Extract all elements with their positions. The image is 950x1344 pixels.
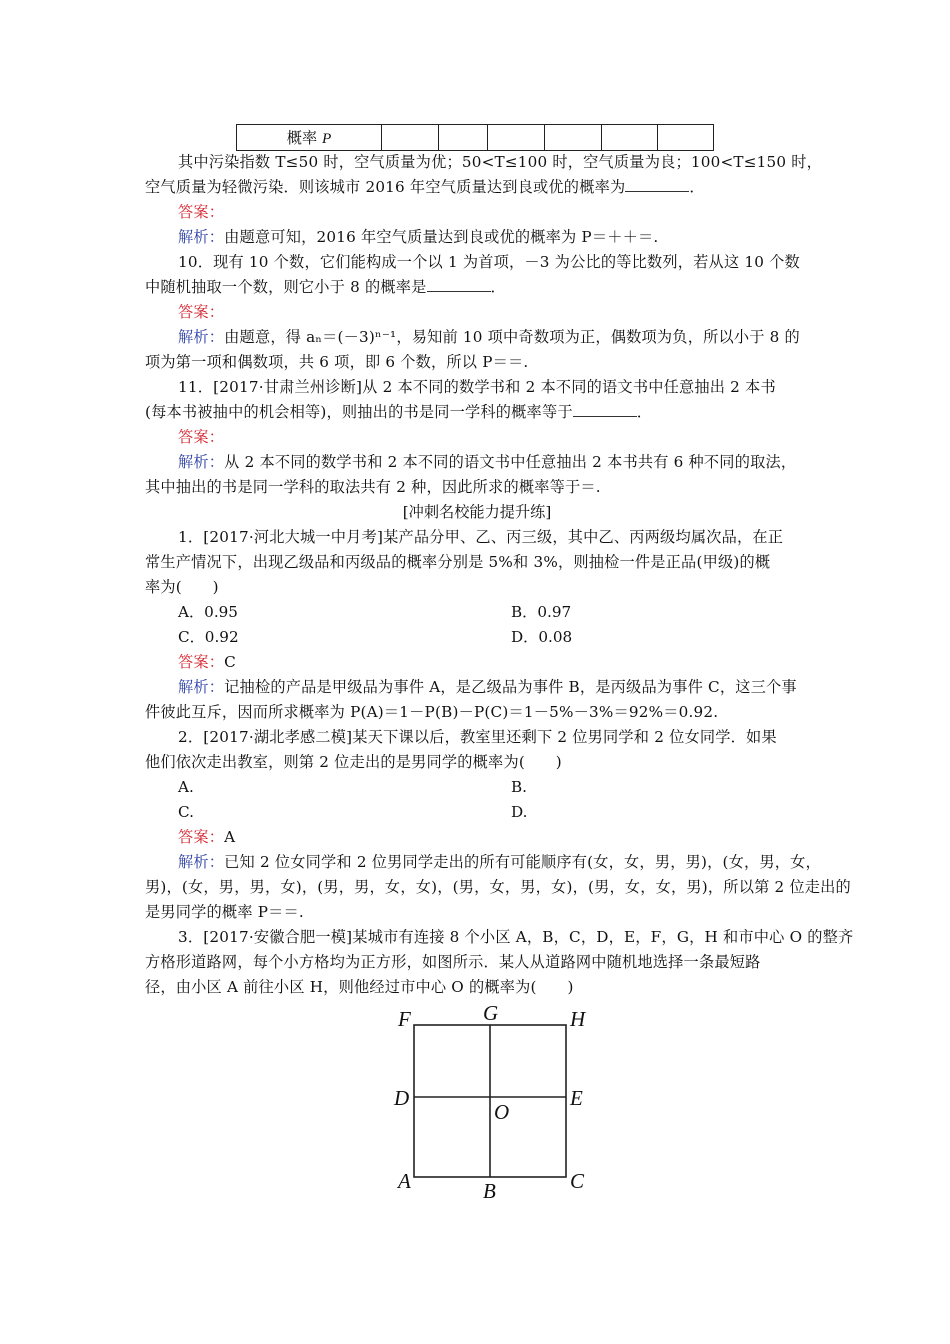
q11-solution-line2: 其中抽出的书是同一学科的取法共有 2 种，因此所求的概率等于＝. [145,478,601,496]
answer-label: 答案： [178,653,225,671]
label-f: F [398,1007,411,1031]
q9-line1: 其中污染指数 T≤50 时，空气质量为优；50<T≤100 时，空气质量为良；100<T≤150 时， [178,153,823,171]
p1-option-c: C．0.92 [178,628,239,646]
p2-line2: 他们依次走出教室，则第 2 位走出的是男同学的概率为( ) [145,753,562,771]
table-row [237,125,714,151]
answer-blank [427,277,491,292]
q11-line2-end: ． [636,403,653,421]
table-cell [545,125,602,151]
table-cell [439,125,488,151]
label-b: B [483,1179,496,1203]
p2-option-d: D. [511,803,528,821]
label-d: D [394,1086,410,1110]
answer-blank [573,402,637,417]
solution-label: 解析： [178,853,225,871]
p2-solution-line3: 是男同学的概率 P＝＝. [145,903,304,921]
answer-value: C [224,653,236,671]
label-e: E [570,1086,583,1110]
label-a: A [398,1169,411,1193]
label-h: H [570,1007,586,1031]
table-cell [602,125,658,151]
p2-option-b: B. [511,778,527,796]
q11-line1: 11．[2017·甘肃兰州诊断]从 2 本不同的数学书和 2 本不同的语文书中任意抽出 2 本书 [178,378,776,396]
p3-line3: 径，由小区 A 前往小区 H，则他经过市中心 O 的概率为( ) [145,978,574,996]
table-cell [488,125,545,151]
q11-line2 [145,402,652,422]
road-grid-figure [380,995,600,1205]
solution-label: 解析： [178,678,225,696]
table-cell-label [237,125,382,151]
p1-answer [178,652,236,672]
p3-line1: 3．[2017·安徽合肥一模]某城市有连接 8 个小区 A，B，C，D，E，F，G，H 和市中心 O 的整齐 [178,928,854,946]
q9-solution [178,227,658,247]
answer-blank [625,177,689,192]
label-o: O [494,1100,510,1124]
answer-label: 答案： [178,828,225,846]
cell-text: 概率 [286,129,322,147]
q9-line2-text: 空气质量为轻微污染．则该城市 2016 年空气质量达到良或优的概率为 [145,178,626,196]
p2-answer [178,827,235,847]
q10-line1: 10．现有 10 个数，它们能构成一个以 1 为首项，－3 为公比的等比数列，若从这 10 个数 [178,253,800,271]
p1-solution-line2: 件彼此互斥，因而所求概率为 P(A)＝1－P(B)－P(C)＝1－5%－3%＝92%＝0.92. [145,703,719,721]
answer-label: 答案： [178,428,225,446]
q11-line2-text: (每本书被抽中的机会相等)，则抽出的书是同一学科的概率等于 [145,403,573,421]
answer-label: 答案： [178,203,225,221]
solution-text: 已知 2 位女同学和 2 位男同学走出的所有可能顺序有(女，女，男，男)，(女，男，女， [224,853,821,871]
p1-option-d: D．0.08 [511,628,573,646]
p2-option-a: A. [178,778,194,796]
p1-option-b: B．0.97 [511,603,572,621]
q10-line2-text: 中随机抽取一个数，则它小于 8 的概率是 [145,278,427,296]
answer-label: 答案： [178,303,225,321]
solution-label: 解析： [178,453,225,471]
section-title: [冲刺名校能力提升练] [402,503,552,521]
solution-label: 解析： [178,328,225,346]
solution-text: 记抽检的产品是甲级品为事件 A，是乙级品为事件 B，是丙级品为事件 C，这三个事 [224,678,797,696]
p2-solution-line2: 男)，(女，男，男，女)，(男，男，女，女)，(男，女，男，女)，(男，女，女，男)，所以第 2 位走出的 [145,878,851,896]
p3-line2: 方格形道路网，每个小方格均为正方形，如图所示．某人从道路网中随机地选择一条最短路 [145,953,761,971]
q11-solution-line1 [178,452,796,472]
q9-line2 [145,177,705,197]
answer-value: A [224,828,236,846]
label-g: G [483,1001,499,1025]
p2-option-c: C. [178,803,194,821]
p1-line2: 常生产情况下，出现乙级品和丙级品的概率分别是 5%和 3%，则抽检一件是正品(甲级)的概 [145,553,771,571]
q10-solution-line2: 项为第一项和偶数项，共 6 项，即 6 个数，所以 P＝＝. [145,353,529,371]
table-cell [382,125,439,151]
solution-label: 解析： [178,228,225,246]
p1-line1: 1．[2017·河北大城一中月考]某产品分甲、乙、丙三级，其中乙、丙两级均属次品，在正 [178,528,784,546]
q10-answer [178,302,224,322]
solution-text: 由题意可知，2016 年空气质量达到良或优的概率为 P＝＋＋＝. [224,228,659,246]
grid-lines [380,995,600,1205]
p1-solution-line1 [178,677,797,697]
p1-line3: 率为( ) [145,578,219,596]
cell-var: P [321,130,332,147]
p1-option-a: A．0.95 [178,603,238,621]
solution-text: 由题意，得 aₙ＝(－3)ⁿ⁻¹，易知前 10 项中奇数项为正，偶数项为负，所以小于 8 的 [224,328,800,346]
table-cell [658,125,714,151]
q10-line2 [145,277,506,297]
q10-line2-end: ． [490,278,506,296]
p2-line1: 2．[2017·湖北孝感二模]某天下课以后，教室里还剩下 2 位男同学和 2 位女同学．如果 [178,728,777,746]
probability-table [236,124,714,151]
p2-solution-line1 [178,852,821,872]
q9-answer [178,202,224,222]
label-c: C [570,1169,585,1193]
solution-text: 从 2 本不同的数学书和 2 本不同的语文书中任意抽出 2 本书共有 6 种不同的取法， [224,453,797,471]
q9-line2-end: ． [689,178,705,196]
q10-solution-line1 [178,327,800,347]
q11-answer [178,427,224,447]
